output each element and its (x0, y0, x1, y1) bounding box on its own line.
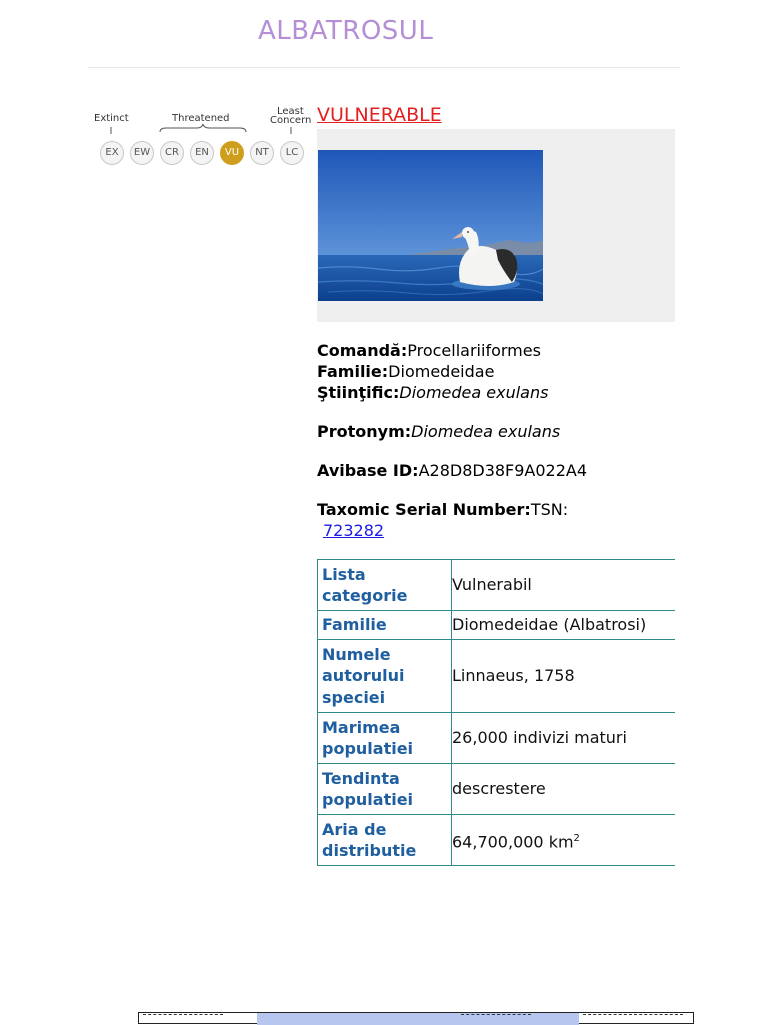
title-divider (88, 67, 680, 68)
row-value-text: 26,000 indivizi maturi (452, 728, 627, 748)
table-row (318, 560, 676, 611)
page-title: ALBATROSUL (258, 16, 434, 46)
avibase-value: A28D8D38F9A022A4 (418, 461, 588, 480)
avibase-label: Avibase ID: (317, 461, 419, 480)
status-vu-circle: VU (220, 141, 244, 165)
row-key: Familie (318, 611, 452, 640)
least-concern-label-line2: Concern (270, 115, 312, 126)
row-value-text: 64,700,000 km (452, 831, 574, 851)
row-value (452, 640, 676, 713)
row-value (452, 815, 676, 866)
row-value (452, 764, 676, 815)
least-concern-label-line1: Least (277, 106, 304, 117)
unit-superscript: 2 (573, 832, 580, 844)
row-key: Tendinta populatiei (318, 764, 452, 815)
tsn-link[interactable]: 723282 (323, 521, 385, 540)
table-row (318, 611, 676, 640)
order-row (317, 340, 687, 361)
map-coastline (583, 1014, 683, 1024)
row-key: Marimea populatiei (318, 713, 452, 764)
scientific-label: Ştiinţific: (317, 383, 400, 402)
map-coastline (143, 1014, 223, 1024)
table-row (318, 713, 676, 764)
tsn-prefix: TSN: (530, 500, 569, 519)
row-value-text: Diomedeidae (Albatrosi) (452, 615, 647, 635)
row-value (452, 611, 676, 640)
row-value-text: descrestere (452, 779, 546, 799)
table-row (318, 640, 676, 713)
status-lc-circle: LC (280, 141, 304, 165)
albatross-photo (318, 150, 543, 301)
order-label: Comandă: (317, 341, 408, 360)
tsn-label: Taxomic Serial Number: (317, 500, 531, 519)
status-nt-circle: NT (250, 141, 274, 165)
row-value-text: Vulnerabil (452, 575, 532, 595)
row-value (452, 560, 676, 611)
table-row (318, 815, 676, 866)
protonym-row (317, 421, 687, 442)
distribution-map (138, 1012, 694, 1024)
scale-brackets (96, 104, 312, 144)
info-table (317, 559, 675, 866)
status-label[interactable]: VULNERABLE (317, 104, 442, 126)
status-cr-circle: CR (160, 141, 184, 165)
row-value-text: Linnaeus, 1758 (452, 666, 575, 686)
taxonomy-block (317, 340, 687, 403)
protonym-value: Diomedea exulans (411, 422, 561, 441)
photo-frame (317, 129, 675, 322)
row-key: Numele autorului speciei (318, 640, 452, 713)
row-key: Lista categorie (318, 560, 452, 611)
family-value: Diomedeidae (388, 362, 495, 381)
family-row (317, 361, 687, 382)
status-ex-circle: EX (100, 141, 124, 165)
row-value (452, 713, 676, 764)
extinct-group-label: Extinct (94, 113, 129, 124)
status-en-circle: EN (190, 141, 214, 165)
avibase-row (317, 460, 687, 481)
scientific-value: Diomedea exulans (399, 383, 549, 402)
threatened-group-label: Threatened (172, 113, 230, 124)
tsn-row (317, 499, 687, 541)
family-label: Familie: (317, 362, 389, 381)
row-key: Aria de distributie (318, 815, 452, 866)
table-row (318, 764, 676, 815)
map-coastline (461, 1014, 531, 1024)
protonym-label: Protonym: (317, 422, 412, 441)
scientific-row (317, 382, 687, 403)
conservation-status-scale (96, 104, 312, 168)
status-ew-circle: EW (130, 141, 154, 165)
order-value: Procellariiformes (407, 341, 541, 360)
